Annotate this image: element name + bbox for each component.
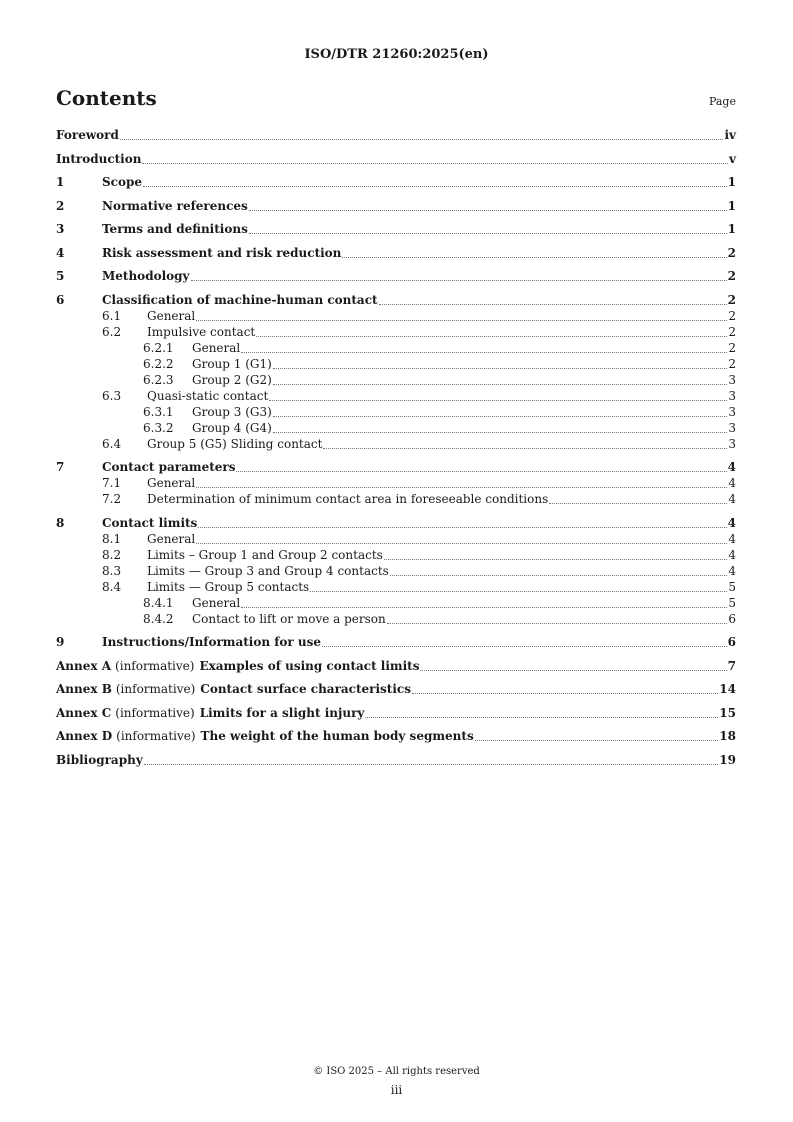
dot-leader [323, 445, 727, 449]
toc-entry-number: 4 [56, 245, 65, 260]
toc-entry-number: 6.3 [102, 388, 122, 403]
dot-leader [310, 588, 727, 592]
dot-leader [379, 301, 727, 305]
toc-entry-title: Foreword [56, 128, 119, 142]
toc-entry-number: 6.3.1 [143, 404, 174, 419]
toc-entry[interactable] [56, 516, 736, 532]
copyright-notice: © ISO 2025 – All rights reserved [313, 1066, 480, 1077]
toc-entry-title: Risk assessment and risk reduction [102, 245, 342, 260]
toc-entry-title: General [192, 595, 241, 610]
toc-entry-number: 8.2 [102, 547, 122, 562]
toc-entry-page: 3 [728, 372, 736, 387]
contents-heading [56, 86, 736, 110]
toc-entry-number: 7.1 [102, 476, 122, 490]
toc-entry[interactable] [56, 293, 736, 309]
toc-entry-title: General [147, 308, 196, 323]
toc-entry-title: Limits — Group 3 and Group 4 contacts [147, 563, 389, 578]
toc-entry-title: Quasi-static contact [147, 388, 269, 403]
toc-entry-page: 1 [727, 198, 736, 213]
toc-entry-title: Impulsive contact [147, 324, 256, 339]
annex-type: (informative) [115, 658, 195, 673]
toc-entry-number: 6 [56, 292, 65, 307]
toc-entry-title: Normative references [102, 198, 248, 213]
toc-entry-title: Bibliography [56, 752, 143, 767]
dot-leader [196, 317, 727, 321]
dot-leader [144, 761, 719, 765]
dot-leader [196, 540, 727, 544]
dot-leader [273, 365, 728, 369]
dot-leader [241, 604, 727, 608]
toc-entry-page: 5 [728, 579, 736, 594]
toc-entry-page: 6 [728, 611, 736, 626]
toc-entry[interactable] [56, 580, 736, 596]
toc-entry[interactable] [56, 753, 736, 769]
dot-leader [387, 620, 728, 624]
toc-entry-title: Limits — Group 5 contacts [147, 579, 310, 594]
dot-leader [269, 397, 727, 401]
dot-leader [342, 254, 726, 258]
toc-entry-title: Limits – Group 1 and Group 2 contacts [147, 547, 383, 562]
annex-label: Annex D [56, 729, 113, 743]
toc-entry-title: Examples of using contact limits [199, 658, 420, 673]
document-identifier: ISO/DTR 21260:2025(en) [304, 47, 489, 62]
dot-leader [198, 524, 726, 528]
toc-entry-title: Contact limits [102, 515, 198, 530]
dot-leader [236, 468, 726, 472]
dot-leader [549, 500, 727, 504]
toc-entry-title: Group 3 (G3) [192, 404, 272, 419]
toc-entry-title: Group 1 (G1) [192, 356, 272, 371]
dot-leader [365, 714, 718, 718]
toc-entry[interactable] [56, 246, 736, 262]
toc-entry-page: 2 [728, 308, 736, 323]
dot-leader [390, 572, 728, 576]
dot-leader [143, 183, 727, 187]
toc-entry[interactable] [56, 309, 736, 325]
toc-entry-title: Contact surface characteristics [200, 682, 411, 696]
toc-entry[interactable] [56, 269, 736, 285]
toc-entry-title: Classification of machine-human contact [102, 292, 378, 307]
toc-entry[interactable] [56, 460, 736, 476]
toc-entry[interactable] [56, 729, 736, 745]
toc-entry-page: 3 [728, 436, 736, 451]
toc-entry[interactable] [56, 596, 736, 612]
dot-leader [412, 690, 718, 694]
contents-title: Contents [56, 86, 157, 110]
dot-leader [273, 381, 728, 385]
toc-entry-title: General [147, 531, 196, 546]
page-column-label: Page [708, 95, 736, 108]
toc-entry[interactable] [56, 532, 736, 548]
toc-entry[interactable] [56, 152, 736, 168]
toc-entry[interactable] [56, 492, 736, 508]
toc-entry-number: 9 [56, 635, 65, 649]
toc-entry-page: iv [724, 128, 736, 142]
toc-entry[interactable] [56, 659, 736, 675]
toc-entry-title: Limits for a slight injury [199, 705, 365, 720]
toc-entry-page: 1 [727, 222, 736, 236]
toc-entry-number: 6.2.2 [143, 356, 174, 371]
toc-entry[interactable] [56, 325, 736, 341]
toc-entry-title: Group 2 (G2) [192, 372, 272, 387]
dot-leader [191, 277, 727, 281]
toc-entry-title: The weight of the human body segments [200, 729, 474, 743]
toc-entry[interactable] [56, 405, 736, 421]
annex-type: (informative) [115, 705, 195, 720]
toc-entry-title: Group 4 (G4) [192, 420, 272, 435]
toc-entry-number: 3 [56, 222, 65, 236]
toc-entry-page: 6 [727, 635, 736, 649]
dot-leader [249, 207, 727, 211]
toc-entry[interactable] [56, 706, 736, 722]
toc-entry-title: Instructions/Information for use [102, 635, 322, 649]
toc-entry-title: Group 5 (G5) Sliding contact [147, 436, 323, 451]
toc-entry-title: Determination of minimum contact area in foreseeable conditions [147, 492, 549, 506]
toc-entry-title: Methodology [102, 269, 190, 283]
toc-entry-title: Contact parameters [102, 460, 236, 474]
dot-leader [322, 643, 727, 647]
toc-entry-number: 8.4 [102, 579, 122, 594]
toc-entry-page: 7 [727, 658, 736, 673]
annex-label: Annex C [56, 705, 112, 720]
dot-leader [196, 484, 727, 488]
toc-entry-page: 4 [727, 515, 736, 530]
toc-entry[interactable] [56, 564, 736, 580]
toc-entry-page: 5 [728, 595, 736, 610]
toc-entry[interactable] [56, 373, 736, 389]
toc-entry[interactable] [56, 421, 736, 437]
annex-label: Annex A [56, 658, 112, 673]
dot-leader [273, 429, 728, 433]
toc-entry[interactable] [56, 341, 736, 357]
table-of-contents [56, 128, 736, 769]
toc-entry-page: 4 [728, 476, 736, 490]
toc-entry-number: 2 [56, 198, 65, 213]
toc-entry-page: 2 [727, 292, 736, 307]
dot-leader [273, 413, 728, 417]
toc-entry-number: 8.4.1 [143, 595, 174, 610]
dot-leader [420, 667, 726, 671]
toc-entry-page: 3 [728, 420, 736, 435]
toc-entry-number: 7.2 [102, 492, 122, 506]
toc-entry-number: 6.2.1 [143, 340, 174, 355]
toc-entry-page: 14 [719, 682, 736, 696]
toc-entry[interactable] [56, 357, 736, 373]
toc-entry[interactable] [56, 128, 736, 144]
toc-entry-page: 2 [728, 356, 736, 371]
toc-entry-page: 2 [727, 245, 736, 260]
annex-label: Annex B [56, 682, 112, 696]
dot-leader [142, 160, 728, 164]
toc-entry-title: Scope [102, 175, 143, 189]
toc-entry[interactable] [56, 437, 736, 453]
annex-type: (informative) [115, 682, 196, 696]
toc-entry[interactable] [56, 682, 736, 698]
toc-entry-number: 8.1 [102, 531, 122, 546]
toc-entry-number: 6.2 [102, 324, 122, 339]
toc-entry-number: 5 [56, 269, 65, 283]
dot-leader [256, 333, 727, 337]
toc-entry[interactable] [56, 389, 736, 405]
toc-entry-number: 8.3 [102, 563, 122, 578]
dot-leader [384, 556, 728, 560]
toc-entry-page: 1 [727, 175, 736, 189]
page-number: iii [390, 1083, 403, 1097]
toc-entry[interactable] [56, 175, 736, 191]
toc-entry-number: 7 [56, 460, 65, 474]
toc-entry-page: 4 [727, 460, 736, 474]
toc-entry-page: 2 [728, 324, 736, 339]
dot-leader [249, 230, 727, 234]
toc-entry[interactable] [56, 476, 736, 492]
toc-entry-page: 2 [727, 269, 736, 283]
toc-entry-number: 1 [56, 175, 65, 189]
toc-entry-page: v [729, 151, 736, 166]
toc-entry-title: Introduction [56, 151, 142, 166]
toc-entry-page: 4 [728, 492, 736, 506]
toc-entry-number: 6.1 [102, 308, 122, 323]
toc-entry-page: 4 [728, 547, 736, 562]
toc-entry-number: 6.2.3 [143, 372, 174, 387]
toc-entry-page: 4 [728, 563, 736, 578]
toc-entry-page: 2 [728, 340, 736, 355]
toc-entry[interactable] [56, 612, 736, 628]
toc-entry[interactable] [56, 199, 736, 215]
dot-leader [120, 136, 724, 140]
toc-entry-page: 3 [728, 404, 736, 419]
toc-entry[interactable] [56, 222, 736, 238]
toc-entry-title: Terms and definitions [102, 222, 248, 236]
toc-entry-title: Contact to lift or move a person [192, 611, 386, 626]
toc-entry[interactable] [56, 635, 736, 651]
dot-leader [475, 737, 719, 741]
toc-entry-page: 18 [719, 729, 736, 743]
toc-entry-page: 4 [728, 531, 736, 546]
dot-leader [241, 349, 727, 353]
toc-entry-number: 6.4 [102, 436, 122, 451]
toc-entry-page: 19 [719, 752, 736, 767]
toc-entry-page: 3 [728, 388, 736, 403]
toc-entry[interactable] [56, 548, 736, 564]
annex-type: (informative) [116, 729, 196, 743]
toc-entry-page: 15 [719, 705, 736, 720]
toc-entry-number: 6.3.2 [143, 420, 174, 435]
toc-entry-title: General [192, 340, 241, 355]
toc-entry-number: 8.4.2 [143, 611, 174, 626]
toc-entry-number: 8 [56, 515, 65, 530]
toc-entry-title: General [147, 476, 196, 490]
